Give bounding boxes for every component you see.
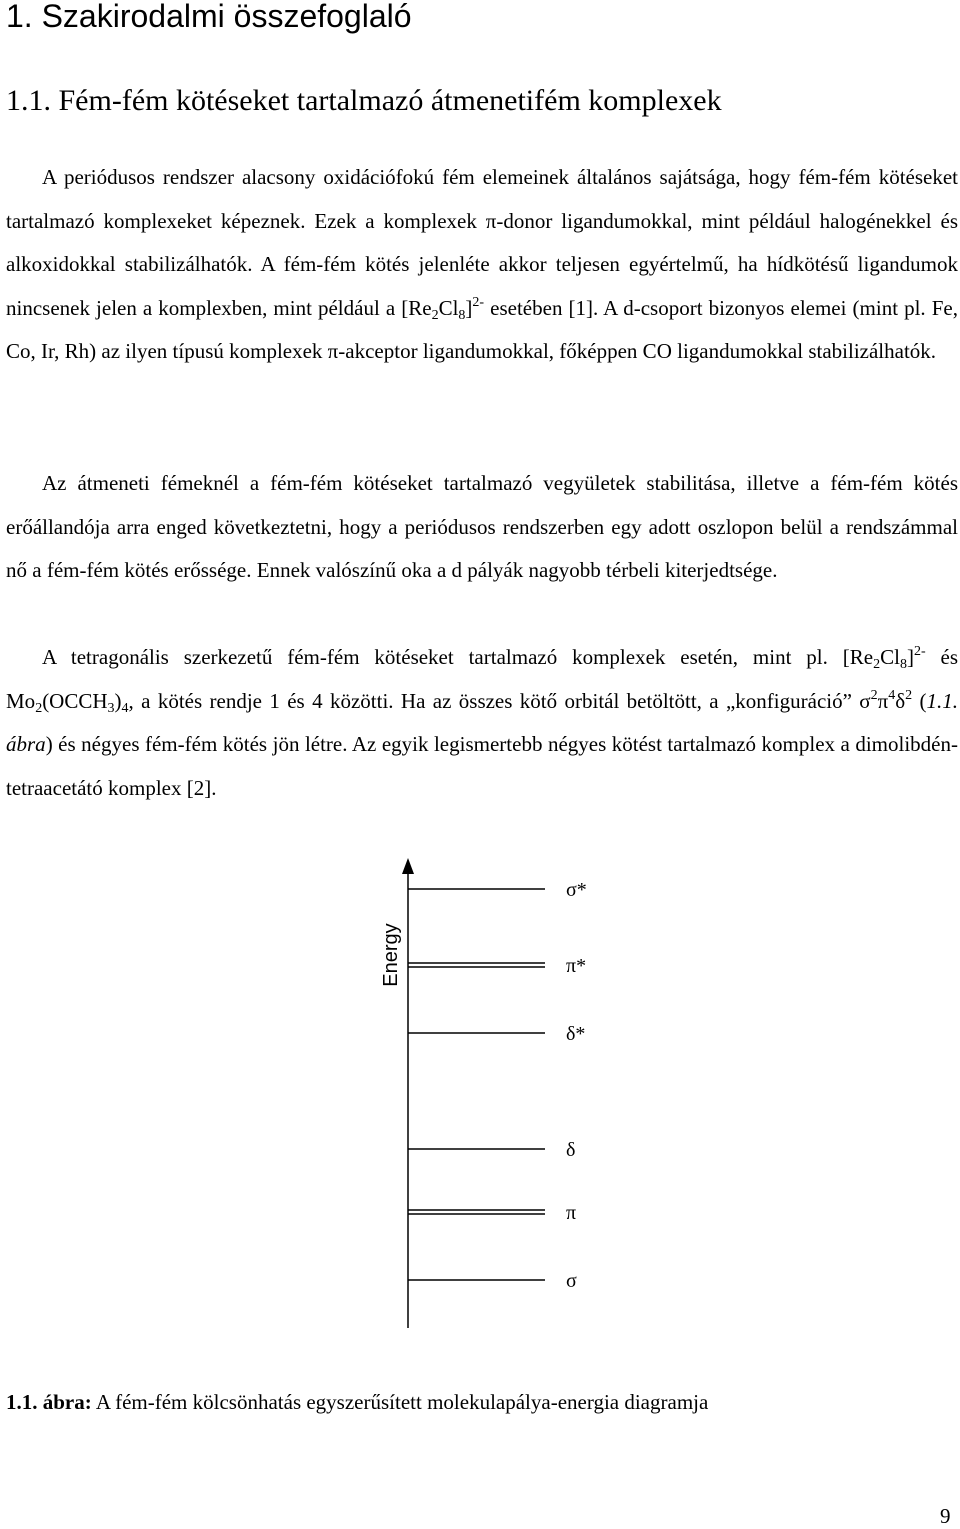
section-heading: 1.1. Fém-fém kötéseket tartalmazó átmenetifém komplexek xyxy=(6,84,722,117)
text-run: A periódusos rendszer alacsony oxidációfokú fém elemeinek általános sajátsága, hogy fém-fém kötéseket tartalmazó komplexeket képeznek. Ezek a komplexek π-donor ligandumokkal, mint például halogénekkel és alkoxidokkal stabilizálhatók. A fém-fém kötés jelenléte akkor teljesen egyértelmű, ha hídkötésű ligandumok nincsenek jelen a komplexben, mint például a [Re xyxy=(6,165,958,320)
text-run: δ xyxy=(895,688,906,713)
text-run: esetében [1]. A d-csoport bizonyos elemei (mint pl. Fe, Co, Ir, Rh) az ilyen típusú komplexek π-akceptor ligandumokkal, főképpen CO ligandumokkal stabilizálhatók. xyxy=(6,295,958,364)
superscript: 2- xyxy=(913,644,926,659)
level-label-pi-star: π* xyxy=(566,955,587,977)
chapter-heading: 1. Szakirodalmi összefoglaló xyxy=(6,0,412,34)
text-run: Cl xyxy=(880,645,900,669)
text-run: ( xyxy=(912,688,927,713)
superscript: 2 xyxy=(870,687,878,703)
paragraph-2: Az átmeneti fémeknél a fém-fém kötéseket tartalmazó vegyületek stabilitása, illetve a fém-fém kötés erőállandója arra enged következtetni, hogy a periódusos rendszerben egy adott oszlopon belül a rendszámmal nő a fém-fém kötés erőssége. Ennek valószínű oka a d pályák nagyobb térbeli kiterjedtsége. xyxy=(6,471,958,583)
level-label-delta: δ xyxy=(566,1139,576,1161)
caption-label: 1.1. ábra: xyxy=(6,1390,92,1414)
subscript: 4 xyxy=(121,700,129,716)
subscript: 8 xyxy=(458,307,466,323)
text-run: A tetragonális szerkezetű fém-fém kötéseket tartalmazó komplexek esetén, mint pl. [Re xyxy=(42,645,874,669)
figure-caption xyxy=(6,1386,708,1418)
text-run: π xyxy=(877,688,889,713)
text-run: ] xyxy=(465,295,473,320)
text-run: Cl xyxy=(438,295,459,320)
subscript: 8 xyxy=(899,657,907,672)
text-run: ) xyxy=(114,688,122,713)
superscript: 2 xyxy=(905,687,913,703)
subscript: 2 xyxy=(873,657,881,672)
paragraph-3 xyxy=(6,636,958,810)
superscript: 4 xyxy=(888,687,896,703)
text-run: , a kötés rendje 1 és 4 közötti. Ha az összes kötő orbitál betöltött, a „konfiguráció” σ xyxy=(128,688,871,713)
text-run: (OCCH xyxy=(42,688,108,713)
level-label-pi: π xyxy=(566,1202,577,1224)
energy-axis-arrowhead xyxy=(402,858,414,874)
level-label-sigma-star: σ* xyxy=(566,879,587,901)
text-run: ) és négyes fém-fém kötés jön létre. Az egyik legismertebb négyes kötést tartalmazó komplex a dimolibdén-tetraacetátó komplex [2]. xyxy=(6,732,958,800)
energy-axis-label: Energy xyxy=(380,923,402,987)
level-label-delta-star: δ* xyxy=(566,1023,586,1045)
text-run: ] xyxy=(906,645,914,669)
energy-levels xyxy=(408,879,587,1292)
page-number: 9 xyxy=(940,1504,951,1528)
superscript: 2- xyxy=(472,294,485,310)
text-run: és Mo xyxy=(6,645,958,713)
subscript: 2 xyxy=(35,700,43,716)
mo-energy-diagram xyxy=(0,840,960,1340)
subscript: 2 xyxy=(431,307,439,323)
subscript: 3 xyxy=(107,700,115,716)
paragraph-1 xyxy=(6,156,958,374)
figure-reference: 1.1. ábra xyxy=(6,688,959,757)
caption-text: A fém-fém kölcsönhatás egyszerűsített molekulapálya-energia diagramja xyxy=(91,1390,709,1414)
level-label-sigma: σ xyxy=(566,1270,577,1292)
